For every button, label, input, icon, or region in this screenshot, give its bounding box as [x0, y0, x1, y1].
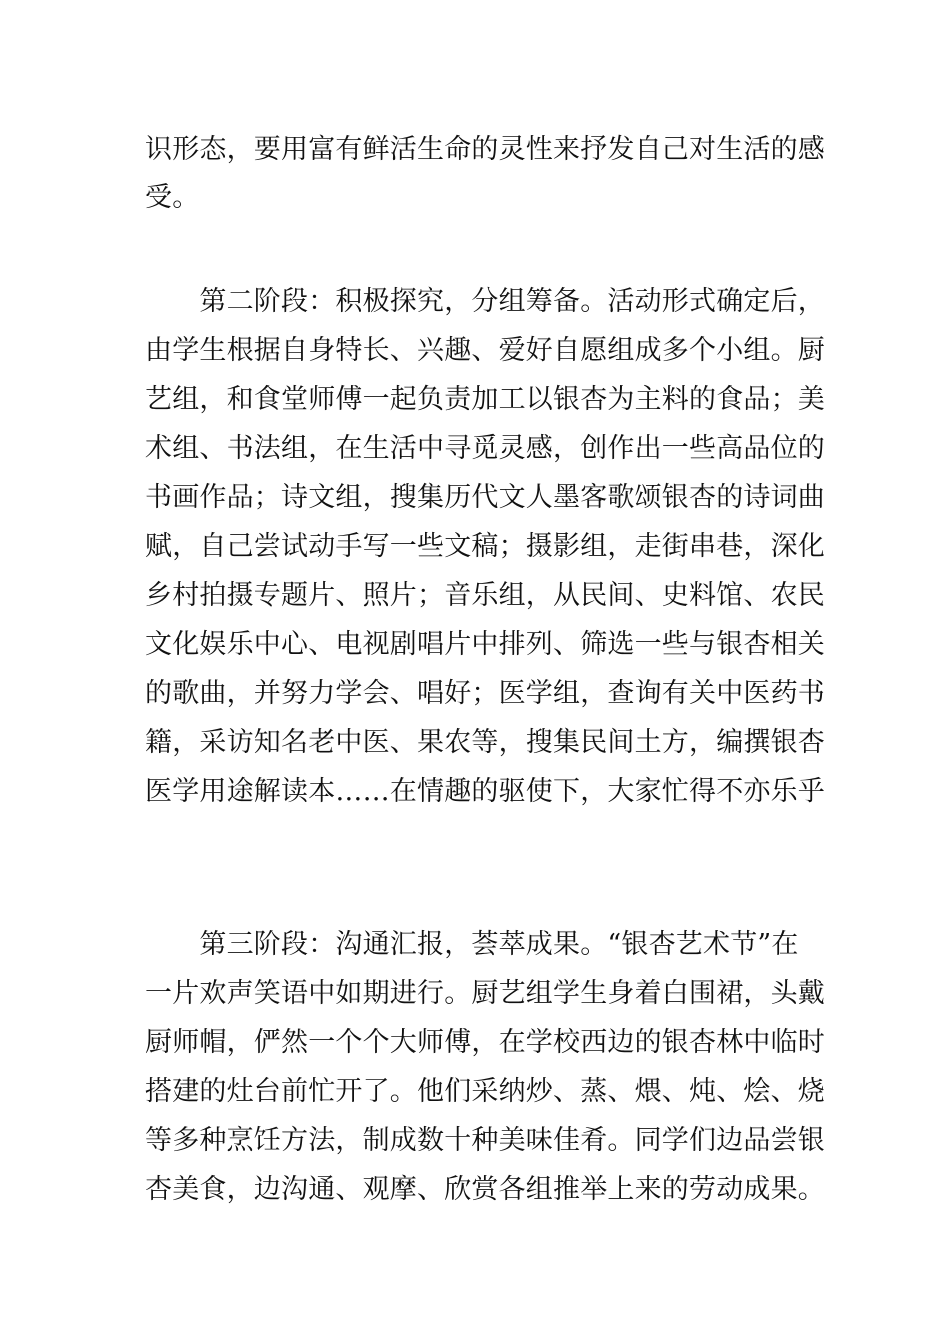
text-line: 艺组，和食堂师傅一起负责加工以银杏为主料的食品；美: [145, 384, 825, 415]
text-line: 术组、书法组，在生活中寻觅灵感，创作出一些高品位的: [145, 433, 825, 464]
text-line: 厨师帽，俨然一个个大师傅，在学校西边的银杏林中临时: [145, 1027, 825, 1058]
text-line: 等多种烹饪方法，制成数十种美味佳肴。同学们边品尝银: [145, 1125, 825, 1156]
text-line: 籍，采访知名老中医、果农等，搜集民间土方，编撰银杏: [145, 727, 825, 758]
text-line: 搭建的灶台前忙开了。他们采纳炒、蒸、煨、炖、烩、烧: [145, 1076, 825, 1107]
text-line: 杏美食，边沟通、观摩、欣赏各组推举上来的劳动成果。: [145, 1174, 825, 1205]
text-line: 书画作品；诗文组，搜集历代文人墨客歌颂银杏的诗词曲: [145, 482, 825, 513]
text-line: 的歌曲，并努力学会、唱好；医学组，查询有关中医药书: [145, 678, 825, 709]
text-line: 第三阶段：沟通汇报，荟萃成果。“银杏艺术节”在: [145, 929, 799, 960]
text-line: 赋，自己尝试动手写一些文稿；摄影组，走街串巷，深化: [145, 531, 825, 562]
text-line: 受。: [145, 182, 200, 213]
text-line: 由学生根据自身特长、兴趣、爱好自愿组成多个小组。厨: [145, 335, 825, 366]
text-line: 乡村拍摄专题片、照片；音乐组，从民间、史料馆、农民: [145, 580, 825, 611]
text-line: 识形态，要用富有鲜活生命的灵性来抒发自己对生活的感: [145, 134, 825, 165]
text-line: 一片欢声笑语中如期进行。厨艺组学生身着白围裙，头戴: [145, 978, 825, 1009]
text-line: 医学用途解读本……在情趣的驱使下，大家忙得不亦乐乎: [145, 776, 825, 807]
text-line: 文化娱乐中心、电视剧唱片中排列、筛选一些与银杏相关: [145, 629, 825, 660]
text-line: 第二阶段：积极探究，分组筹备。活动形式确定后，: [145, 286, 825, 317]
